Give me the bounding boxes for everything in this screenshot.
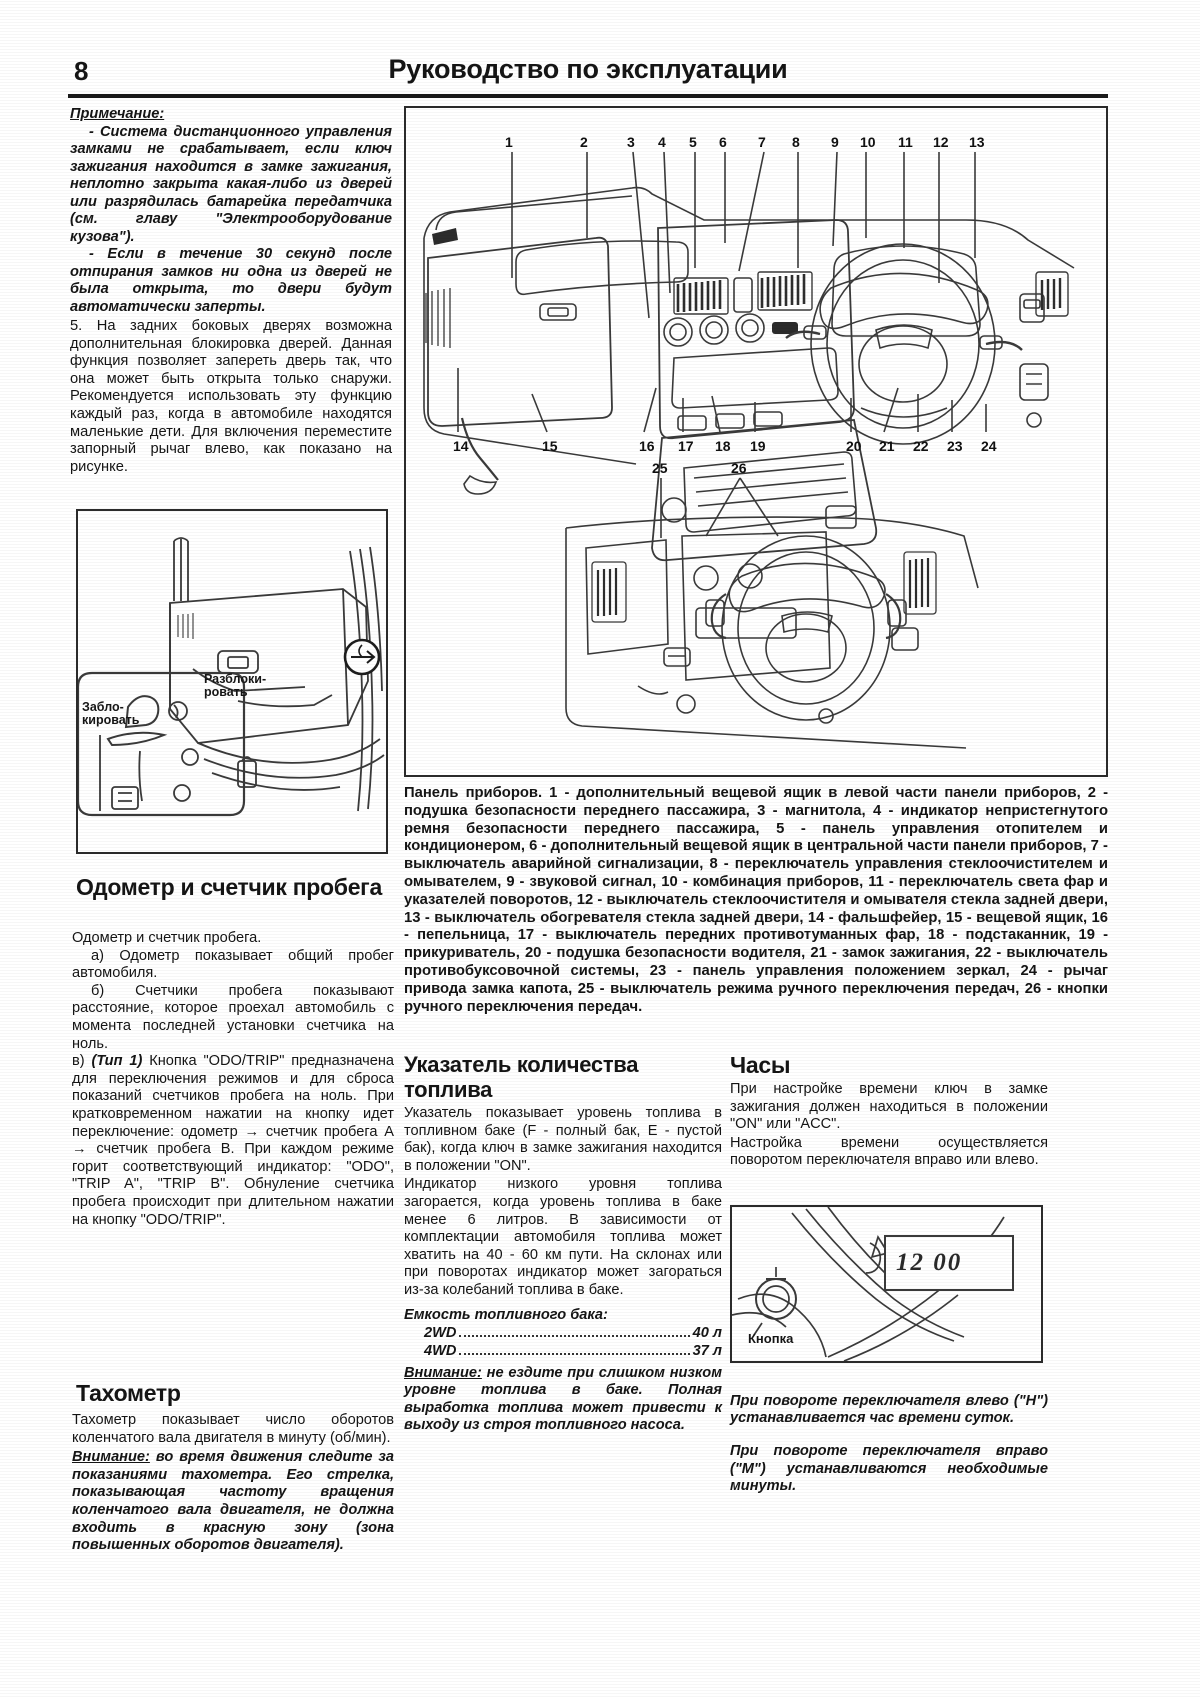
odometer-intro: Одометр и счетчик пробега. <box>72 930 262 946</box>
zoom-marker-icon <box>345 640 379 674</box>
odometer-item-v-text: Кнопка "ODO/TRIP" предназначена для переключения режимов и для сброса показаний счетчиков пробега на ноль. При кратковременном нажатии на кнопку идет переключение: одометр → счетчик пробега А → счетчик пробега В. При каждом режиме горит соответствующий индикатор: "ODO", "TRIP A", "TRIP B". Обнуление счетчика пробега происходит при длительном нажатии на кнопку "ODO/TRIP". <box>72 1053 395 1228</box>
odometer-item-v <box>72 1053 394 1229</box>
header-divider <box>68 94 1108 98</box>
fuel-capacity-row-4wd <box>404 1342 722 1361</box>
clock-body <box>730 1081 1048 1170</box>
callout-number-15: 15 <box>542 438 558 454</box>
fuel-capacity-label: Емкость топливного бака: <box>404 1306 608 1323</box>
clock-heading: Часы <box>730 1052 791 1078</box>
tachometer-warning <box>72 1449 394 1555</box>
odometer-type-marker: (Тип 1) <box>91 1053 143 1070</box>
tachometer-heading-text: Тахометр <box>76 1380 181 1406</box>
dashboard-caption: Панель приборов. 1 - дополнительный вещевой ящик в левой части панели приборов, 2 - подушка безопасности переднего пассажира, 3 - магнитола, 4 - индикатор непристегнутого ремня безопасности переднего пассажира, 5 - панель управления отопителем и кондиционером, 6 - дополнительный вещевой ящик в центральной части панели приборов, 7 - выключатель аварийной сигнализации, 8 - переключатель управления стеклоочистителем и омывателем, 9 - звуковой сигнал, 10 - комбинация приборов, 11 - переключатель света фар и указателей поворотов, 12 - выключатель стеклоочистителя и омывателя стекла задней двери, 13 - выключатель обогревателя стекла задней двери, 14 - фальшфейер, 15 - вещевой ящик, 16 - пепельница, 17 - выключатель передних противотуманных фар, 18 - подстаканник, 19 - прикуриватель, 20 - подушка безопасности водителя, 21 - замок зажигания, 22 - выключатель противобуксовочной системы, 23 - панель управления положением зеркал, 24 - рычаг привода замка капота, 25 - выключатель режима ручного переключения передач, 26 - кнопки ручного переключения передач. <box>404 785 1108 1015</box>
fuel-gauge-section <box>404 1052 722 1450</box>
fuel-capacity-name-4wd: 4WD <box>424 1343 457 1360</box>
note-block <box>70 106 392 316</box>
fuel-gauge-body <box>404 1105 722 1300</box>
note-item-1: - Система дистанционного управления замками не срабатывает, если ключ зажигания находится в замке зажигания, неплотно закрыта какая-либо из дверей или разрядилась батарейка передатчика (см. главу "Электрооборудование кузова"). <box>70 123 392 245</box>
page-header <box>68 48 1108 100</box>
tachometer-section-heading <box>76 1380 394 1409</box>
note-label: Примечание: <box>70 106 165 122</box>
callout-number-18: 18 <box>715 438 731 454</box>
callout-number-3: 3 <box>627 134 635 150</box>
callout-number-25: 25 <box>652 460 668 476</box>
callout-number-1: 1 <box>505 134 513 150</box>
callout-number-17: 17 <box>678 438 694 454</box>
dashboard-figure <box>404 106 1108 777</box>
clock-para-1: При настройке времени ключ в замке зажигания должен находиться в положении "ON" или "ACC". <box>730 1081 1048 1133</box>
fuel-warning-text: не ездите при слишком низком уровне топлива в баке. Полная выработка топлива может привести к выходу из строя топливного насоса. <box>404 1364 722 1434</box>
clock-para-3: При повороте переключателя влево ("H") устанавливается час времени суток. <box>730 1392 1048 1427</box>
odometer-body <box>72 930 394 1229</box>
fuel-gauge-para-1: Указатель показывает уровень топлива в топливном баке (F - полный бак, Е - пустой бак), когда ключ в замке зажигания находится в положении "ON". <box>404 1105 722 1174</box>
paragraph-5: 5. На задних боковых дверях возможна дополнительная блокировка дверей. Данная функция позволяет запереть дверь так, что она может быть открыта только снаружи. Рекомендуется использовать эту функцию каждый раз, когда в автомобиле находятся маленькие дети. Для включения переместите запорный рычаг влево, как показано на рисунке. <box>70 318 392 475</box>
fuel-capacity-value-2wd: 40 л <box>692 1324 722 1341</box>
fuel-capacity-row-2wd <box>404 1324 722 1343</box>
callout-number-11: 11 <box>898 134 913 150</box>
door-lock-label: Забло- кировать <box>82 700 140 727</box>
callout-number-22: 22 <box>913 438 929 454</box>
callout-number-5: 5 <box>689 134 697 150</box>
callout-number-4: 4 <box>658 134 666 150</box>
odometer-item-b: б) Счетчики пробега показывают расстояние, которое проехал автомобиль с момента последней установки счетчика на ноль. <box>72 982 394 1052</box>
clock-bottom-text <box>730 1378 1048 1511</box>
tachometer-warning-text: во время движения следите за показаниями тахометра. Его стрелка, показывающая частоту вращения коленчатого вала двигателя, не должна входить в красную зону (зона повышенных оборотов двигателя). <box>72 1449 394 1554</box>
clock-section <box>730 1052 1048 1170</box>
left-column <box>70 106 392 476</box>
page-title: Руководство по эксплуатации <box>388 54 788 84</box>
fuel-gauge-heading: Указатель количества топлива <box>404 1052 639 1102</box>
callout-number-21: 21 <box>879 438 895 454</box>
tachometer-warning-label: Внимание: <box>72 1449 150 1466</box>
callout-number-12: 12 <box>933 134 949 150</box>
callout-number-20: 20 <box>846 438 862 454</box>
fuel-warning <box>404 1365 722 1435</box>
callout-number-16: 16 <box>639 438 655 454</box>
fuel-gauge-para-2: Индикатор низкого уровня топлива загорается, когда уровень топлива в баке менее 6 литров. В зависимости от комплектации автомобиля топлива может хватить на 40 - 60 км пути. На склонах или при поворотах индикатор может загораться из-за колебаний топлива в баке. <box>404 1176 722 1298</box>
callout-number-13: 13 <box>969 134 985 150</box>
callout-number-7: 7 <box>758 134 766 150</box>
tachometer-text: Тахометр показывает число оборотов коленчатого вала двигателя в минуту (об/мин). <box>72 1412 394 1446</box>
callout-number-9: 9 <box>831 134 839 150</box>
callout-number-23: 23 <box>947 438 963 454</box>
note-item-2: - Если в течение 30 секунд после отпирания замков ни одна из дверей не была открыта, то двери будут автоматически заперты. <box>70 246 392 315</box>
odometer-item-v-prefix: в) <box>72 1053 92 1070</box>
fuel-capacity-name-2wd: 2WD <box>424 1324 457 1341</box>
callout-number-19: 19 <box>750 438 766 454</box>
callout-number-10: 10 <box>860 134 876 150</box>
callout-number-26: 26 <box>731 460 747 476</box>
fuel-capacity-value-4wd: 37 л <box>692 1343 722 1360</box>
door-lock-figure <box>76 509 388 854</box>
fuel-warning-label: Внимание: <box>404 1364 482 1381</box>
page-number: 8 <box>74 56 89 86</box>
odometer-section-heading <box>76 874 394 903</box>
odometer-item-a: а) Одометр показывает общий пробег автомобиля. <box>72 947 394 982</box>
door-unlock-label: Разблоки- ровать <box>204 672 267 699</box>
leader-dots <box>459 1353 689 1355</box>
clock-figure <box>730 1205 1043 1363</box>
odometer-heading-text: Одометр и счетчик пробега <box>76 874 382 900</box>
leader-dots <box>459 1335 689 1337</box>
callout-number-8: 8 <box>792 134 800 150</box>
clock-display-time: 12 00 <box>896 1249 963 1276</box>
callout-number-14: 14 <box>453 438 469 454</box>
clock-display <box>884 1235 1014 1291</box>
clock-para-2: Настройка времени осуществляется поворотом переключателя вправо или влево. <box>730 1134 1048 1169</box>
callout-number-6: 6 <box>719 134 727 150</box>
callout-number-24: 24 <box>981 438 997 454</box>
clock-para-4: При повороте переключателя вправо ("M") устанавливаются необходимые минуты. <box>730 1442 1048 1495</box>
clock-button-label: Кнопка <box>748 1331 794 1346</box>
tachometer-body <box>72 1412 394 1555</box>
callout-number-2: 2 <box>580 134 588 150</box>
